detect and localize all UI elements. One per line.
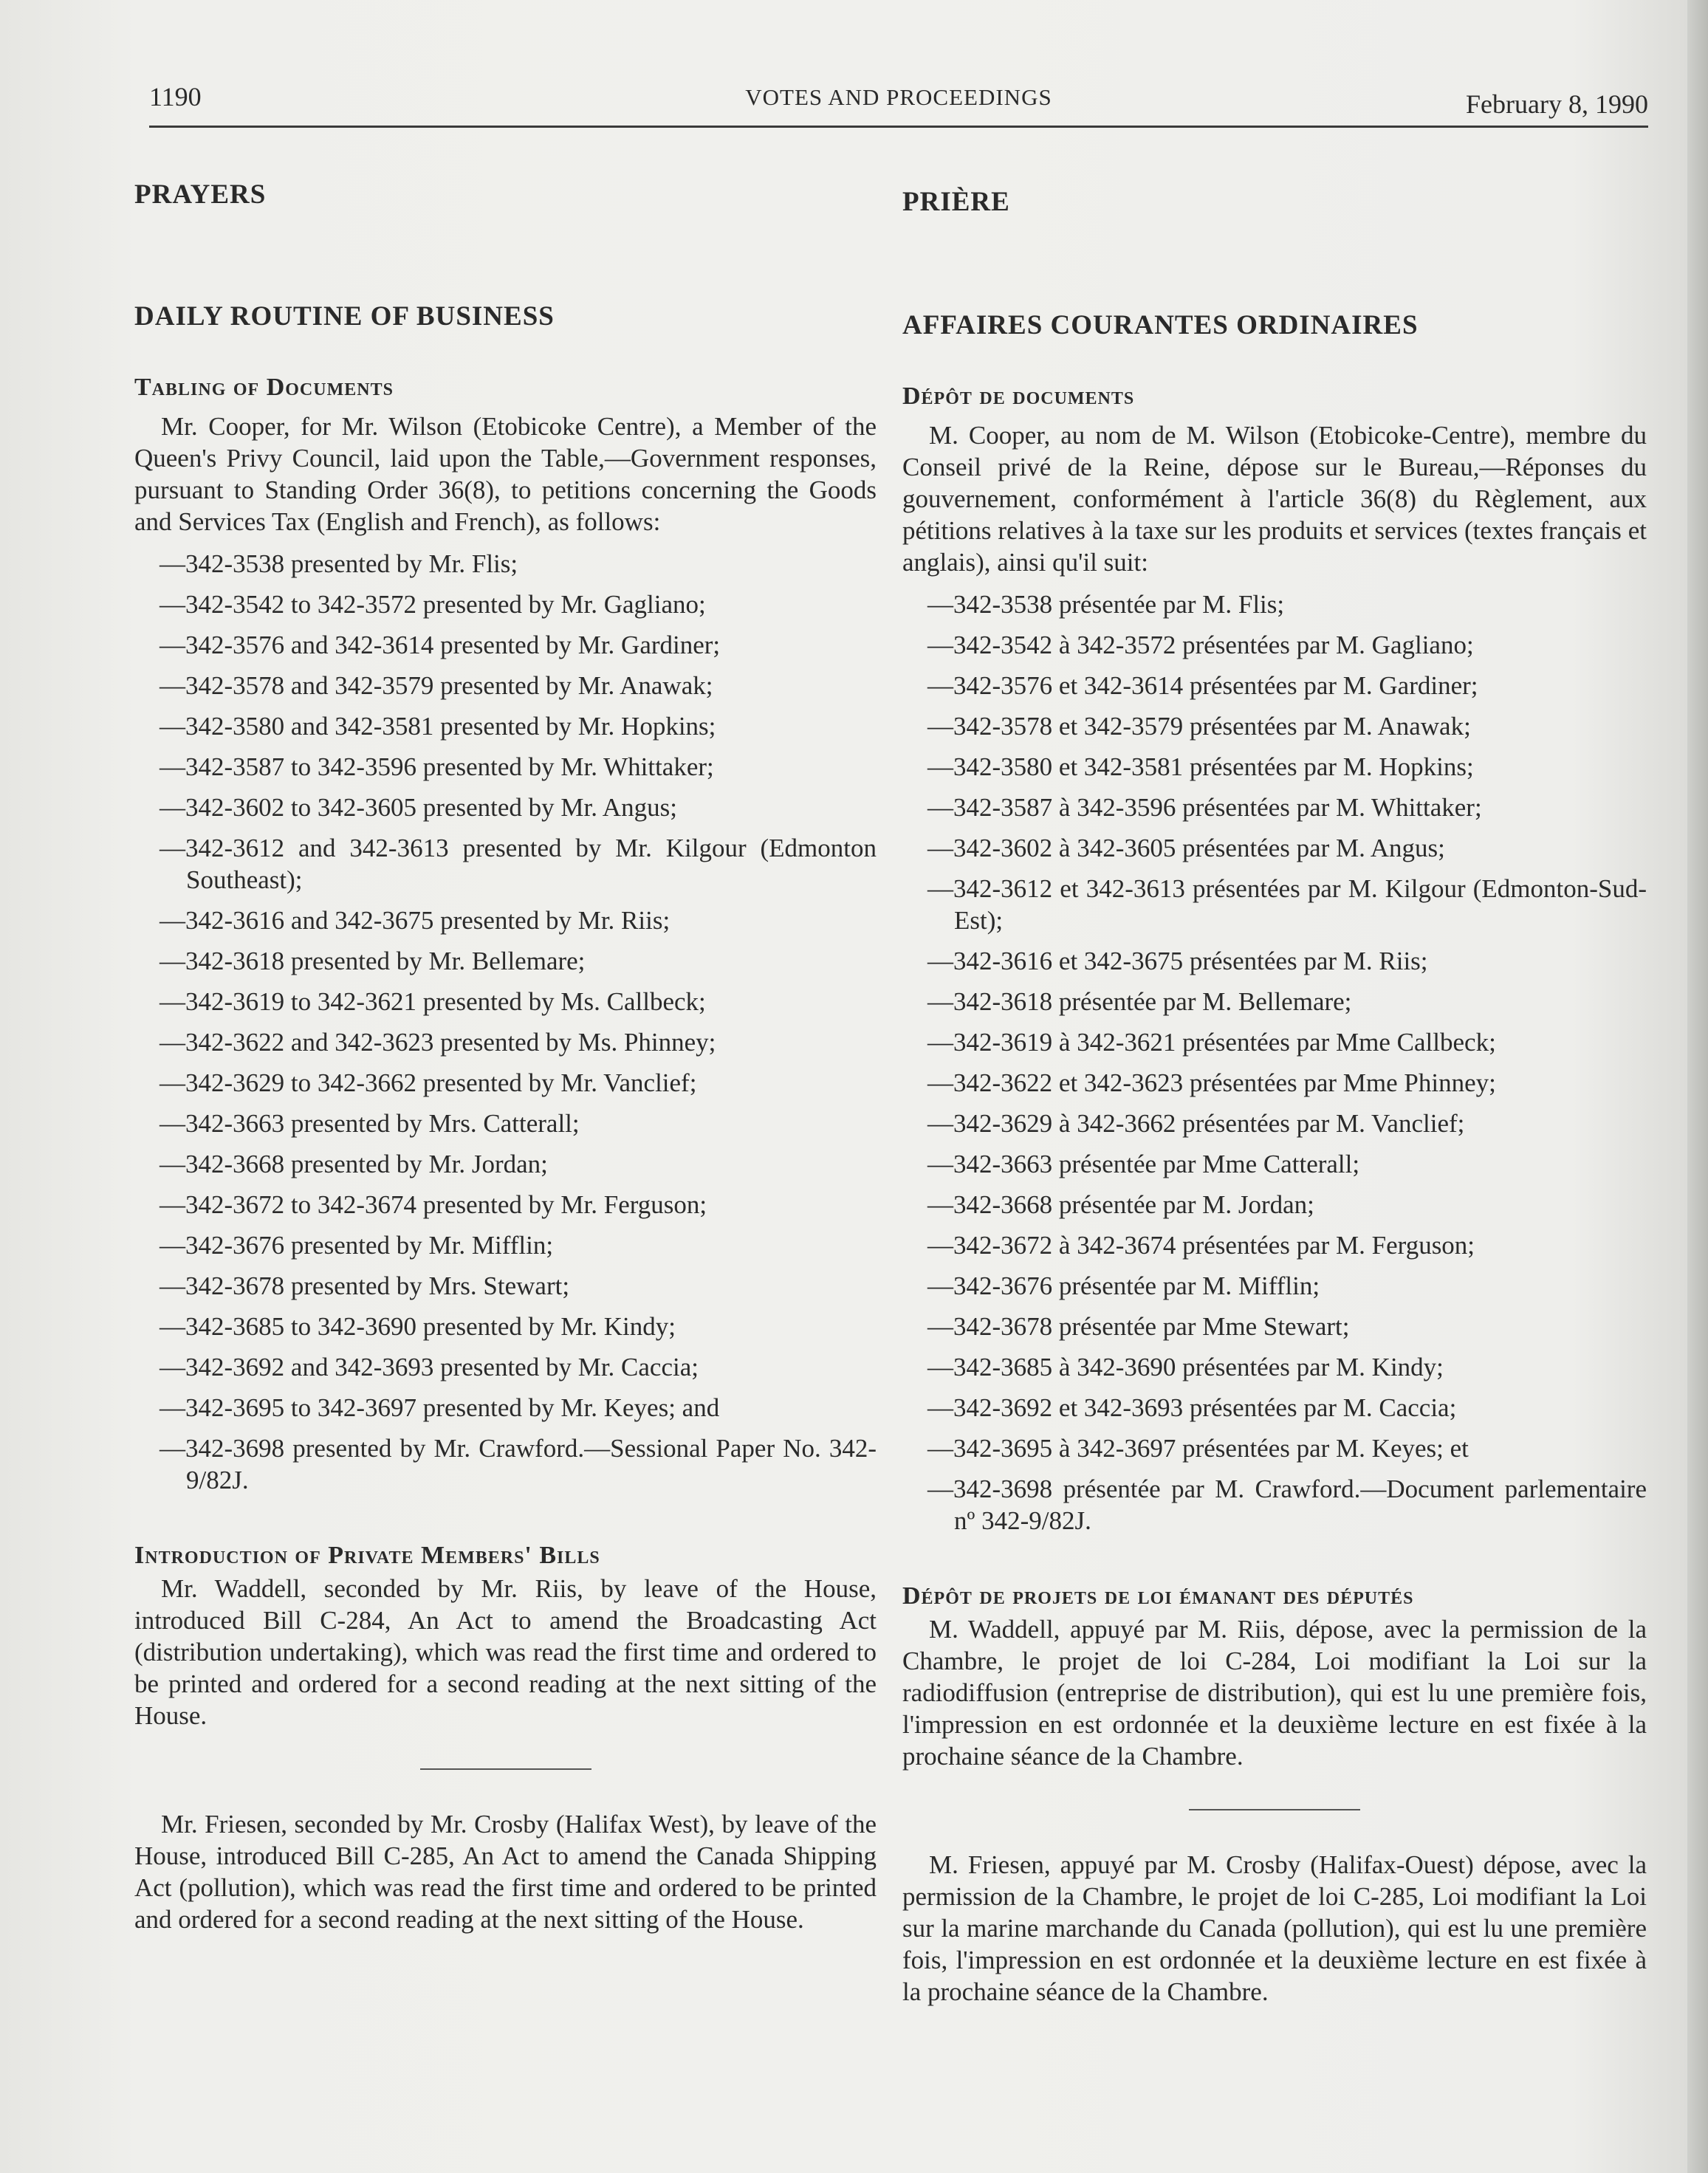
prayers-heading: PRAYERS	[134, 179, 267, 210]
separator-rule	[420, 1768, 591, 1770]
documents-list-fr	[902, 588, 1647, 1537]
tabling-intro: Mr. Cooper, for Mr. Wilson (Etobicoke Centre), a Member of the Queen's Privy Council, laid upon the Table,—Government responses, pursuant to Standing Order 36(8), to petitions concerning the Goods and Services Tax (English and French), as follows:	[134, 412, 877, 536]
list-item: —342-3622 and 342-3623 presented by Ms. Phinney;	[160, 1028, 716, 1057]
list-item: —342-3612 and 342-3613 presented by Mr. Kilgour (Edmonton Southeast);	[160, 834, 877, 894]
list-item: —342-3692 and 342-3693 presented by Mr. Caccia;	[160, 1353, 699, 1381]
page-number: 1190	[149, 82, 202, 111]
list-item: —342-3602 to 342-3605 presented by Mr. Angus;	[160, 793, 677, 822]
bill-c285-paragraph: Mr. Friesen, seconded by Mr. Crosby (Halifax West), by leave of the House, introduced Bill C-285, An Act to amend the Canada Shipping Act (pollution), which was read the first time and ordered to be printed and ordered for a second reading at the next sitting of the House.	[134, 1810, 877, 1934]
depot-documents-heading: Dépôt de documents	[902, 382, 1135, 410]
list-item: —342-3678 presented by Mrs. Stewart;	[160, 1271, 570, 1300]
list-item: —342-3578 et 342-3579 présentées par M. Anawak;	[927, 712, 1471, 741]
documents-list	[134, 548, 877, 1496]
list-item: —342-3619 to 342-3621 presented by Ms. Callbeck;	[160, 987, 706, 1016]
list-item: —342-3542 to 342-3572 presented by Mr. Gagliano;	[160, 590, 706, 619]
list-item: —342-3576 and 342-3614 presented by Mr. Gardiner;	[160, 631, 721, 659]
list-item: —342-3685 to 342-3690 presented by Mr. Kindy;	[160, 1312, 676, 1341]
depot-projets-heading: Dépôt de projets de loi émanant des députés	[902, 1582, 1414, 1610]
list-item: —342-3602 à 342-3605 présentées par M. Angus;	[927, 834, 1445, 862]
list-item: —342-3678 présentée par Mme Stewart;	[927, 1312, 1350, 1341]
french-column	[902, 170, 1647, 2008]
list-item: —342-3587 à 342-3596 présentées par M. Whittaker;	[927, 793, 1482, 822]
list-item: —342-3668 présentée par M. Jordan;	[927, 1190, 1314, 1219]
tabling-heading: Tabling of Documents	[134, 374, 394, 401]
list-item: —342-3576 et 342-3614 présentées par M. Gardiner;	[927, 671, 1478, 700]
projet-c285-paragraph: M. Friesen, appuyé par M. Crosby (Halifax-Ouest) dépose, avec la permission de la Chambre, le projet de loi C-285, Loi modifiant la Loi sur la marine marchande du Canada (pollution), qui est lu une première fois, l'impression en est ordonnée et la deuxième lecture en est fixée à la prochaine séance de la Chambre.	[902, 1850, 1647, 2006]
header-date: February 8, 1990	[1466, 89, 1648, 119]
list-item: —342-3629 à 342-3662 présentées par M. Vanclief;	[927, 1109, 1465, 1138]
list-item: —342-3676 presented by Mr. Mifflin;	[160, 1231, 554, 1260]
list-item: —342-3695 to 342-3697 presented by Mr. Keyes; and	[160, 1393, 720, 1422]
list-item: —342-3618 presented by Mr. Bellemare;	[160, 947, 586, 975]
bill-c284-paragraph: Mr. Waddell, seconded by Mr. Riis, by leave of the House, introduced Bill C-284, An Act to amend the Broadcasting Act (distribution undertaking), which was read the first time and ordered to be printed and ordered for a second reading at the next sitting of the House.	[134, 1574, 877, 1730]
list-item: —342-3587 to 342-3596 presented by Mr. Whittaker;	[160, 752, 714, 781]
list-item: —342-3578 and 342-3579 presented by Mr. Anawak;	[160, 671, 713, 700]
bills-heading: Introduction of Private Members' Bills	[134, 1542, 600, 1569]
list-item: —342-3685 à 342-3690 présentées par M. Kindy;	[927, 1353, 1444, 1381]
list-item: —342-3695 à 342-3697 présentées par M. Keyes; et	[927, 1434, 1469, 1463]
list-item: —342-3622 et 342-3623 présentées par Mme Phinney;	[927, 1068, 1496, 1097]
list-item: —342-3538 presented by Mr. Flis;	[160, 549, 518, 578]
list-item: —342-3580 et 342-3581 présentées par M. Hopkins;	[927, 752, 1474, 781]
list-item: —342-3580 and 342-3581 presented by Mr. Hopkins;	[160, 712, 716, 741]
running-title: VOTES AND PROCEEDINGS	[745, 84, 1052, 110]
list-item: —342-3672 to 342-3674 presented by Mr. Ferguson;	[160, 1190, 707, 1219]
list-item: —342-3612 et 342-3613 présentées par M. Kilgour (Edmonton-Sud-Est);	[927, 874, 1647, 935]
list-item: —342-3698 présentée par M. Crawford.—Document parlementaire nº 342-9/82J.	[927, 1475, 1647, 1535]
affaires-courantes-heading: AFFAIRES COURANTES ORDINAIRES	[902, 310, 1419, 340]
separator-rule-fr	[1189, 1809, 1360, 1810]
page-edge	[1687, 0, 1708, 2173]
projet-c284-paragraph: M. Waddell, appuyé par M. Riis, dépose, avec la permission de la Chambre, le projet de loi C-284, Loi modifiant la Loi sur la radiodiffusion (entreprise de distribution), qui est lu une première fois, l'impression en est ordonnée et la deuxième lecture en est fixée à la prochaine séance de la Chambre.	[902, 1615, 1647, 1771]
list-item: —342-3676 présentée par M. Mifflin;	[927, 1271, 1320, 1300]
list-item: —342-3663 presented by Mrs. Catterall;	[160, 1109, 580, 1138]
list-item: —342-3616 et 342-3675 présentées par M. Riis;	[927, 947, 1428, 975]
priere-heading: PRIÈRE	[902, 187, 1010, 217]
list-item: —342-3629 to 342-3662 presented by Mr. Vanclief;	[160, 1068, 697, 1097]
daily-routine-heading: DAILY ROUTINE OF BUSINESS	[134, 301, 555, 332]
list-item: —342-3692 et 342-3693 présentées par M. Caccia;	[927, 1393, 1457, 1422]
list-item: —342-3616 and 342-3675 presented by Mr. Riis;	[160, 906, 670, 935]
list-item: —342-3672 à 342-3674 présentées par M. Ferguson;	[927, 1231, 1475, 1260]
list-item: —342-3663 présentée par Mme Catterall;	[927, 1150, 1360, 1178]
list-item: —342-3542 à 342-3572 présentées par M. Gagliano;	[927, 631, 1474, 659]
english-column	[134, 170, 877, 1935]
list-item: —342-3618 présentée par M. Bellemare;	[927, 987, 1352, 1016]
list-item: —342-3698 presented by Mr. Crawford.—Sessional Paper No. 342-9/82J.	[160, 1434, 877, 1494]
page-header	[149, 80, 1648, 128]
list-item: —342-3619 à 342-3621 présentées par Mme Callbeck;	[927, 1028, 1496, 1057]
depot-intro: M. Cooper, au nom de M. Wilson (Etobicoke-Centre), membre du Conseil privé de la Reine, dépose sur le Bureau,—Réponses du gouvernement, conformément à l'article 36(8) du Règlement, aux pétitions relatives à la taxe sur les produits et services (textes français et anglais), ainsi qu'il suit:	[902, 421, 1647, 577]
list-item: —342-3538 présentée par M. Flis;	[927, 590, 1285, 619]
list-item: —342-3668 presented by Mr. Jordan;	[160, 1150, 548, 1178]
